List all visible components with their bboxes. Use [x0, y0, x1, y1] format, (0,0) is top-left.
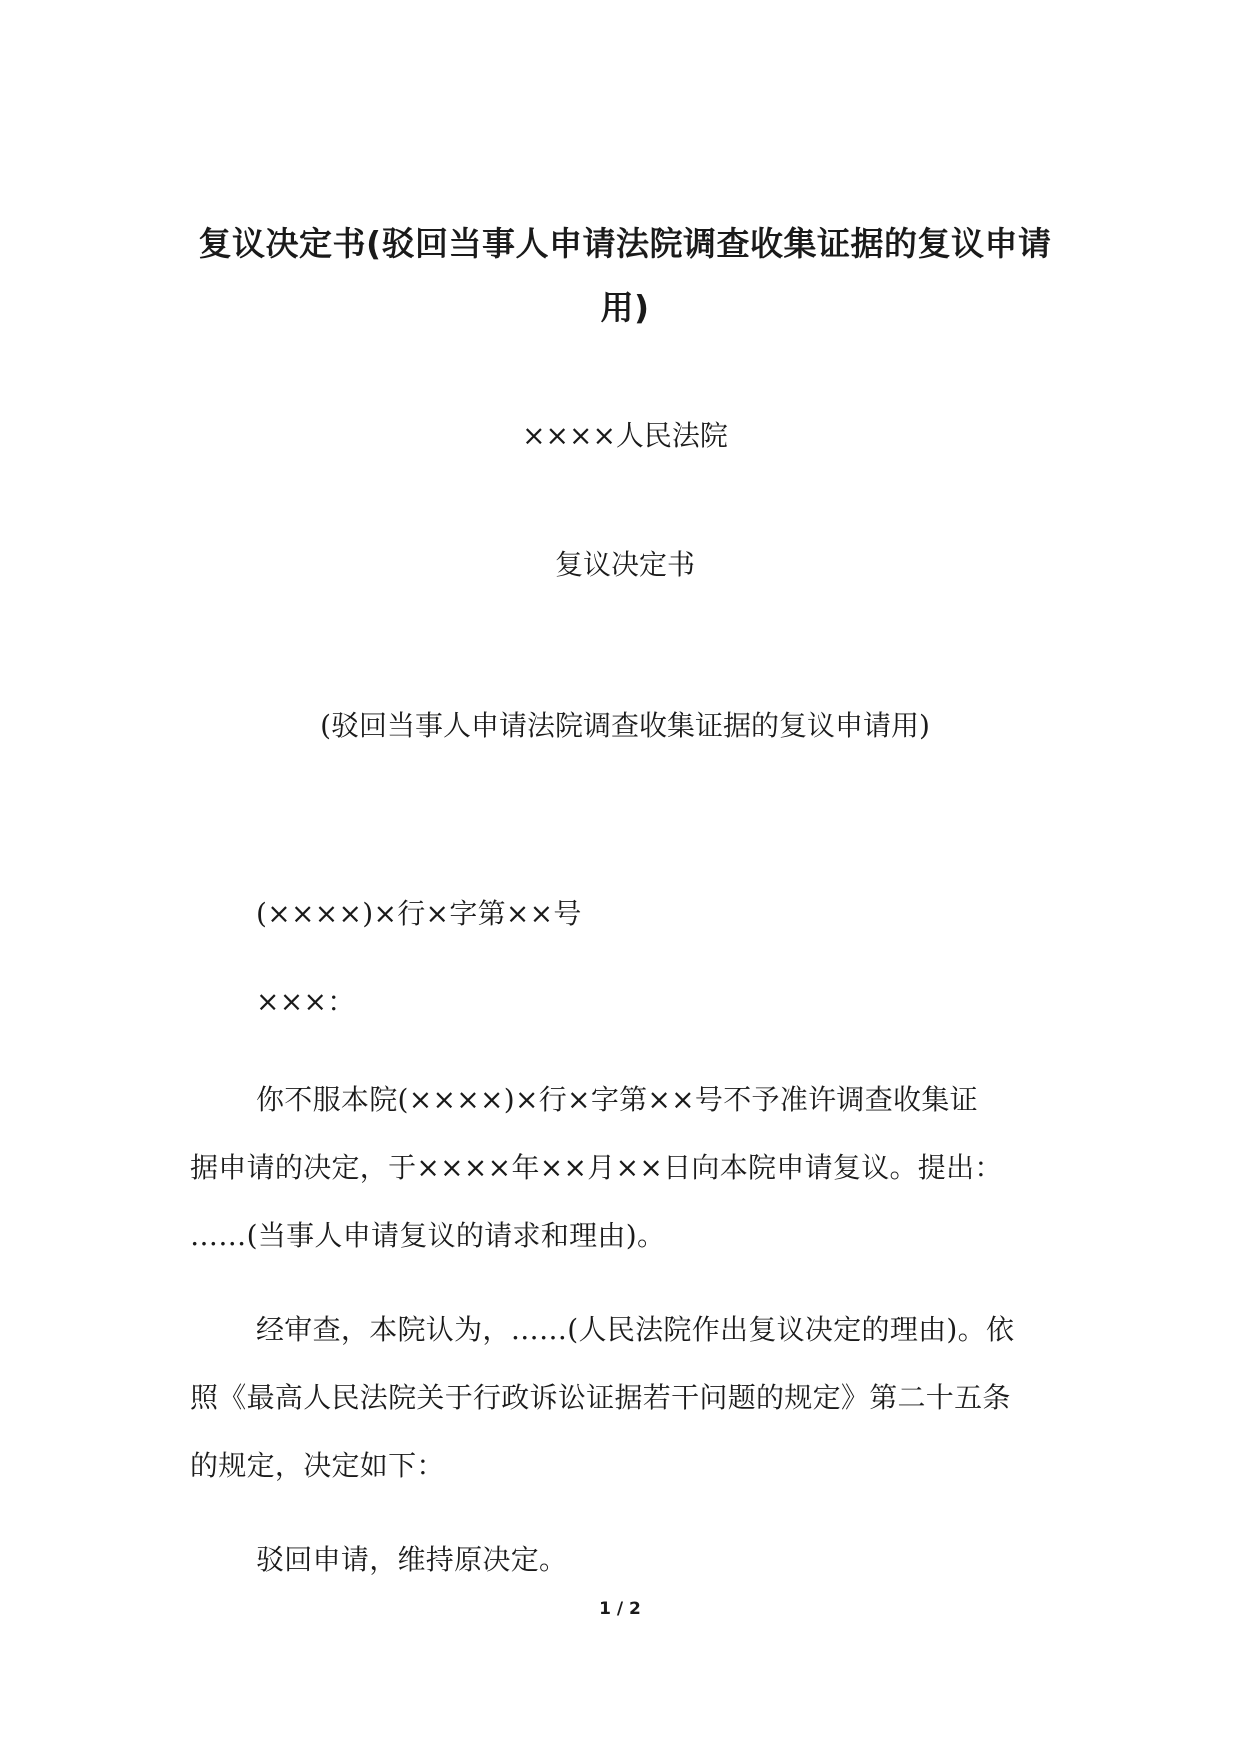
paragraph-line: ……(当事人申请复议的请求和理由)。	[190, 1219, 666, 1252]
case-number: (××××)×行×字第××号	[256, 897, 582, 930]
paragraph-line: 你不服本院(××××)×行×字第××号不予准许调查收集证	[256, 1083, 978, 1116]
page-number: 1 / 2	[599, 1599, 641, 1619]
document-subtitle: (驳回当事人申请法院调查收集证据的复议申请用)	[320, 709, 930, 742]
paragraph-line: 据申请的决定，于××××年××月××日向本院申请复议。提出：	[190, 1151, 1003, 1184]
paragraph-line: 的规定，决定如下：	[190, 1449, 445, 1482]
addressee: ×××：	[256, 985, 356, 1018]
court-name: ××××人民法院	[522, 419, 728, 452]
paragraph-line: 经审查，本院认为，……(人民法院作出复议决定的理由)。依	[256, 1313, 1015, 1346]
document-title: 复议决定书(驳回当事人申请法院调查收集证据的复议申请用)	[198, 224, 1052, 327]
paragraph-line: 驳回申请，维持原决定。	[256, 1543, 568, 1576]
document-type: 复议决定书	[554, 548, 695, 581]
paragraph-line: 照《最高人民法院关于行政诉讼证据若干问题的规定》第二十五条	[190, 1381, 1011, 1414]
